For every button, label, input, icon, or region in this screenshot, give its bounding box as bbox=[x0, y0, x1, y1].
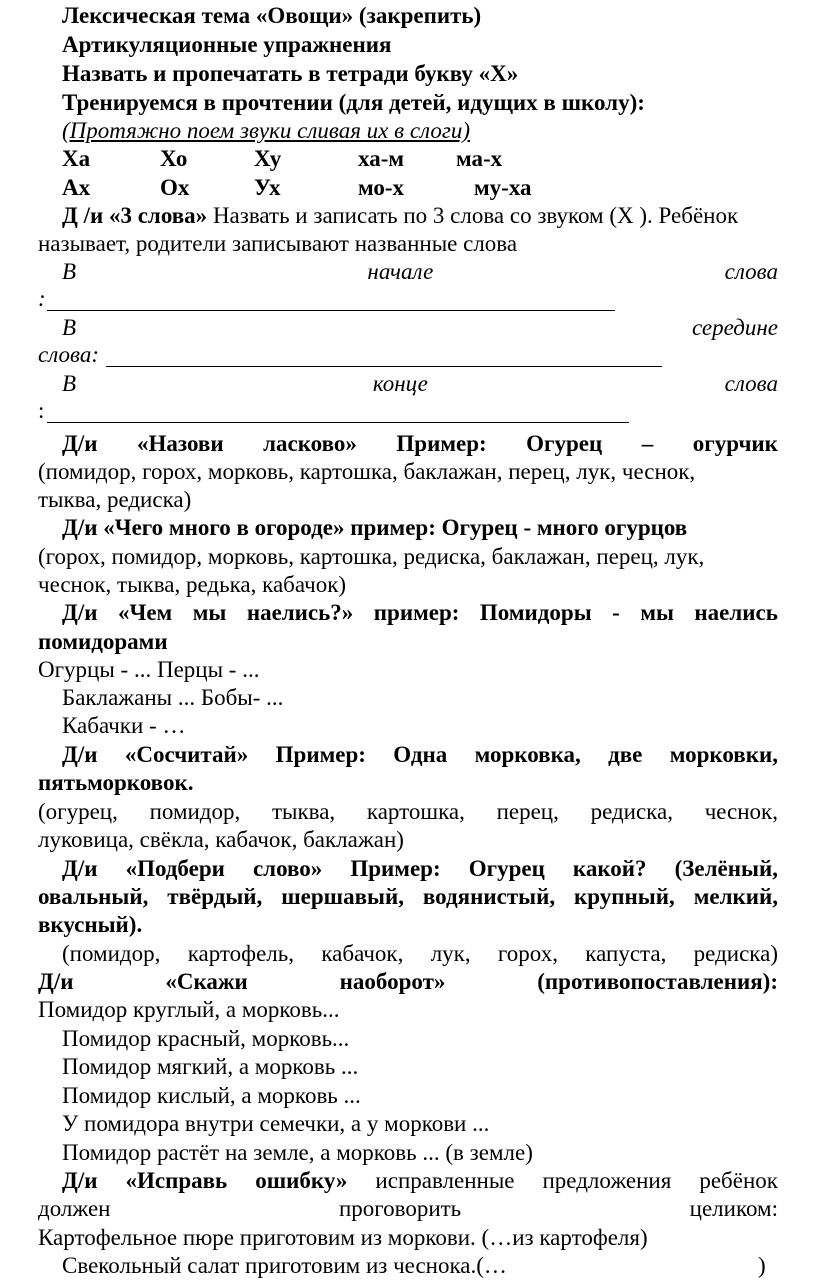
title-word: какой? bbox=[572, 856, 647, 881]
label-word: слова bbox=[724, 259, 778, 284]
syllable: Ах bbox=[62, 175, 91, 200]
list-word: редиска, bbox=[590, 799, 673, 824]
game-count-title-end: пятьморковок. bbox=[38, 770, 194, 795]
title-word: «Скажи bbox=[165, 969, 248, 994]
three-words-task bbox=[62, 202, 778, 230]
game-eat-line: Кабачки - … bbox=[62, 713, 186, 738]
answer-line-end[interactable] bbox=[47, 422, 629, 423]
middle-of-word-label bbox=[62, 314, 778, 342]
opposite-line: Помидор мягкий, а морковь ... bbox=[62, 1054, 359, 1079]
game-count-list bbox=[38, 798, 778, 826]
title-word: ласково» bbox=[263, 431, 357, 456]
list-word: (огурец, bbox=[38, 799, 118, 824]
game-fix-line4 bbox=[62, 1252, 778, 1280]
articulation-heading: Артикуляционные упражнения bbox=[62, 32, 392, 57]
answer-line-begin[interactable] bbox=[47, 310, 615, 311]
title-word: мелкий, bbox=[693, 884, 778, 909]
list-word: капуста, bbox=[585, 941, 667, 966]
game-eat-title bbox=[62, 599, 778, 627]
list-word: кабачок, bbox=[321, 941, 404, 966]
game-eat-line: Баклажаны ... Бобы- ... bbox=[62, 685, 284, 710]
title-word: Д/и bbox=[62, 600, 98, 625]
lexical-topic-title: Лексическая тема «Овощи» (закрепить) bbox=[62, 3, 482, 28]
reading-note: (Протяжно поем звуки сливая их в слоги) bbox=[62, 118, 470, 143]
syllable: Ху bbox=[254, 146, 282, 171]
syllable: ха-м bbox=[358, 146, 405, 171]
title-word: Пример: bbox=[396, 431, 487, 456]
game-pick-title-line2 bbox=[38, 883, 778, 911]
title-word: крупный, bbox=[574, 884, 675, 909]
game-eat-line: Огурцы - ... Перцы - ... bbox=[38, 657, 260, 682]
title-word: – bbox=[641, 431, 654, 456]
syllable: Ох bbox=[160, 175, 190, 200]
three-words-title: Д /и «3 слова» bbox=[62, 203, 208, 228]
list-word: помидор, bbox=[149, 799, 241, 824]
title-word: (противопоставления): bbox=[537, 969, 778, 994]
title-word: - bbox=[612, 600, 620, 625]
title-word: «Исправь bbox=[125, 1168, 228, 1193]
title-word: Огурец bbox=[526, 431, 603, 456]
syllable: мо-х bbox=[358, 175, 405, 200]
text-word: проговорить bbox=[338, 1196, 462, 1221]
syllable: му-ха bbox=[474, 175, 532, 200]
list-word: горох, bbox=[497, 941, 558, 966]
text-word: целиком: bbox=[689, 1196, 778, 1221]
title-word: Помидоры bbox=[479, 600, 592, 625]
game-affection-list: (помидор, горох, морковь, картошка, баклажан, перец, лук, чеснок, bbox=[38, 459, 696, 484]
title-word: морковки, bbox=[669, 742, 778, 767]
syllable-row-2 bbox=[62, 174, 778, 202]
title-word: исправленные bbox=[375, 1168, 515, 1193]
title-word: Пример: bbox=[350, 856, 441, 881]
label-word: слова bbox=[724, 371, 778, 396]
title-word: ребёнок bbox=[699, 1168, 778, 1193]
list-word: (помидор, bbox=[62, 941, 161, 966]
label-word: начале bbox=[367, 259, 434, 284]
game-opposite-title bbox=[38, 968, 778, 996]
game-fix-example: Картофельное пюре приготовим из моркови. (…из картофеля) bbox=[38, 1225, 648, 1250]
list-word: чеснок, bbox=[704, 799, 778, 824]
title-word: Д/и bbox=[62, 856, 98, 881]
begin-of-word-label bbox=[62, 258, 778, 286]
middle-label: слова: bbox=[38, 342, 100, 367]
label-word: В bbox=[62, 315, 77, 340]
game-pick-title-end: вкусный). bbox=[38, 912, 143, 937]
syllable-row-1 bbox=[62, 145, 778, 173]
title-word: «Назови bbox=[136, 431, 224, 456]
title-word: наелись bbox=[694, 600, 778, 625]
closing-paren: ) bbox=[758, 1253, 766, 1278]
title-word: Д/и bbox=[62, 1168, 98, 1193]
title-word: Д/и bbox=[38, 969, 74, 994]
title-word: Д/и bbox=[62, 742, 98, 767]
list-word: картошка, bbox=[366, 799, 465, 824]
title-word: наоборот» bbox=[339, 969, 446, 994]
title-word: водянистый, bbox=[422, 884, 556, 909]
title-word: морковка, bbox=[474, 742, 581, 767]
title-word: Огурец bbox=[468, 856, 545, 881]
game-count-list-end: луковица, свёкла, кабачок, баклажан) bbox=[38, 827, 404, 852]
game-fix-line2 bbox=[38, 1195, 778, 1223]
end-of-word-label bbox=[62, 370, 778, 398]
title-word: предложения bbox=[542, 1168, 672, 1193]
title-word: Одна bbox=[393, 742, 448, 767]
title-word: Пример: bbox=[275, 742, 366, 767]
label-word: середине bbox=[691, 315, 778, 340]
opposite-line: Помидор круглый, а морковь... bbox=[38, 997, 340, 1022]
syllable: Ха bbox=[62, 146, 91, 171]
label-word: конце bbox=[372, 371, 428, 396]
label-word: В bbox=[62, 371, 77, 396]
game-fix-title bbox=[62, 1167, 778, 1195]
game-pick-title bbox=[62, 855, 778, 883]
game-many-title: Д/и «Чего много в огороде» пример: Огурец - много огурцов bbox=[62, 515, 688, 540]
title-word: мы bbox=[640, 600, 674, 625]
title-word: (Зелёный, bbox=[674, 856, 778, 881]
list-word: перец, bbox=[496, 799, 559, 824]
label-word: В bbox=[62, 259, 77, 284]
title-word: пример: bbox=[373, 600, 460, 625]
fix-sentence: Свекольный салат приготовим из чеснока.(… bbox=[62, 1253, 507, 1278]
title-word: Д/и bbox=[62, 431, 98, 456]
title-word: наелись?» bbox=[246, 600, 354, 625]
game-affection-title bbox=[62, 430, 778, 458]
syllable: ма-х bbox=[456, 146, 503, 171]
opposite-line: У помидора внутри семечки, а у моркови ... bbox=[62, 1111, 490, 1136]
game-many-list-end: чеснок, тыква, редька, кабачок) bbox=[38, 572, 347, 597]
game-many-list: (горох, помидор, морковь, картошка, редиска, баклажан, перец, лук, bbox=[38, 544, 705, 569]
title-word: ошибку» bbox=[255, 1168, 348, 1193]
title-word: шершавый, bbox=[281, 884, 404, 909]
three-words-instruction: Назвать и записать по 3 слова со звуком (Х ). Ребёнок bbox=[207, 203, 739, 228]
three-words-instruction-line2: называет, родители записывают названные слова bbox=[38, 231, 518, 256]
title-word: слово» bbox=[252, 856, 323, 881]
game-affection-list-end: тыква, редиска) bbox=[38, 487, 192, 512]
game-eat-title-end: помидорами bbox=[38, 629, 168, 654]
letter-task: Назвать и пропечатать в тетради букву «Х» bbox=[62, 61, 519, 86]
title-word: овальный, bbox=[38, 884, 149, 909]
title-word: «Сосчитай» bbox=[124, 742, 249, 767]
game-count-title bbox=[62, 741, 778, 769]
syllable: Хо bbox=[160, 146, 188, 171]
list-word: лук, bbox=[430, 941, 471, 966]
opposite-line: Помидор кислый, а морковь ... bbox=[62, 1083, 361, 1108]
opposite-line: Помидор растёт на земле, а морковь ... (в земле) bbox=[62, 1140, 533, 1165]
title-word: огурчик bbox=[692, 431, 778, 456]
reading-task: Тренируемся в прочтении (для детей, идущих в школу): bbox=[62, 90, 645, 115]
game-pick-list bbox=[62, 940, 778, 968]
text-word: должен bbox=[38, 1196, 111, 1221]
syllable: Ух bbox=[254, 175, 281, 200]
list-word: картофель, bbox=[187, 941, 294, 966]
list-word: редиска) bbox=[693, 941, 778, 966]
answer-line-middle[interactable] bbox=[106, 366, 662, 367]
end-colon: : bbox=[38, 398, 45, 423]
opposite-line: Помидор красный, морковь... bbox=[62, 1026, 350, 1051]
begin-colon: : bbox=[38, 286, 46, 311]
title-word: «Подбери bbox=[125, 856, 225, 881]
title-word: твёрдый, bbox=[167, 884, 263, 909]
title-word: мы bbox=[192, 600, 227, 625]
title-word: «Чем bbox=[117, 600, 173, 625]
title-word: две bbox=[608, 742, 643, 767]
list-word: тыква, bbox=[271, 799, 336, 824]
